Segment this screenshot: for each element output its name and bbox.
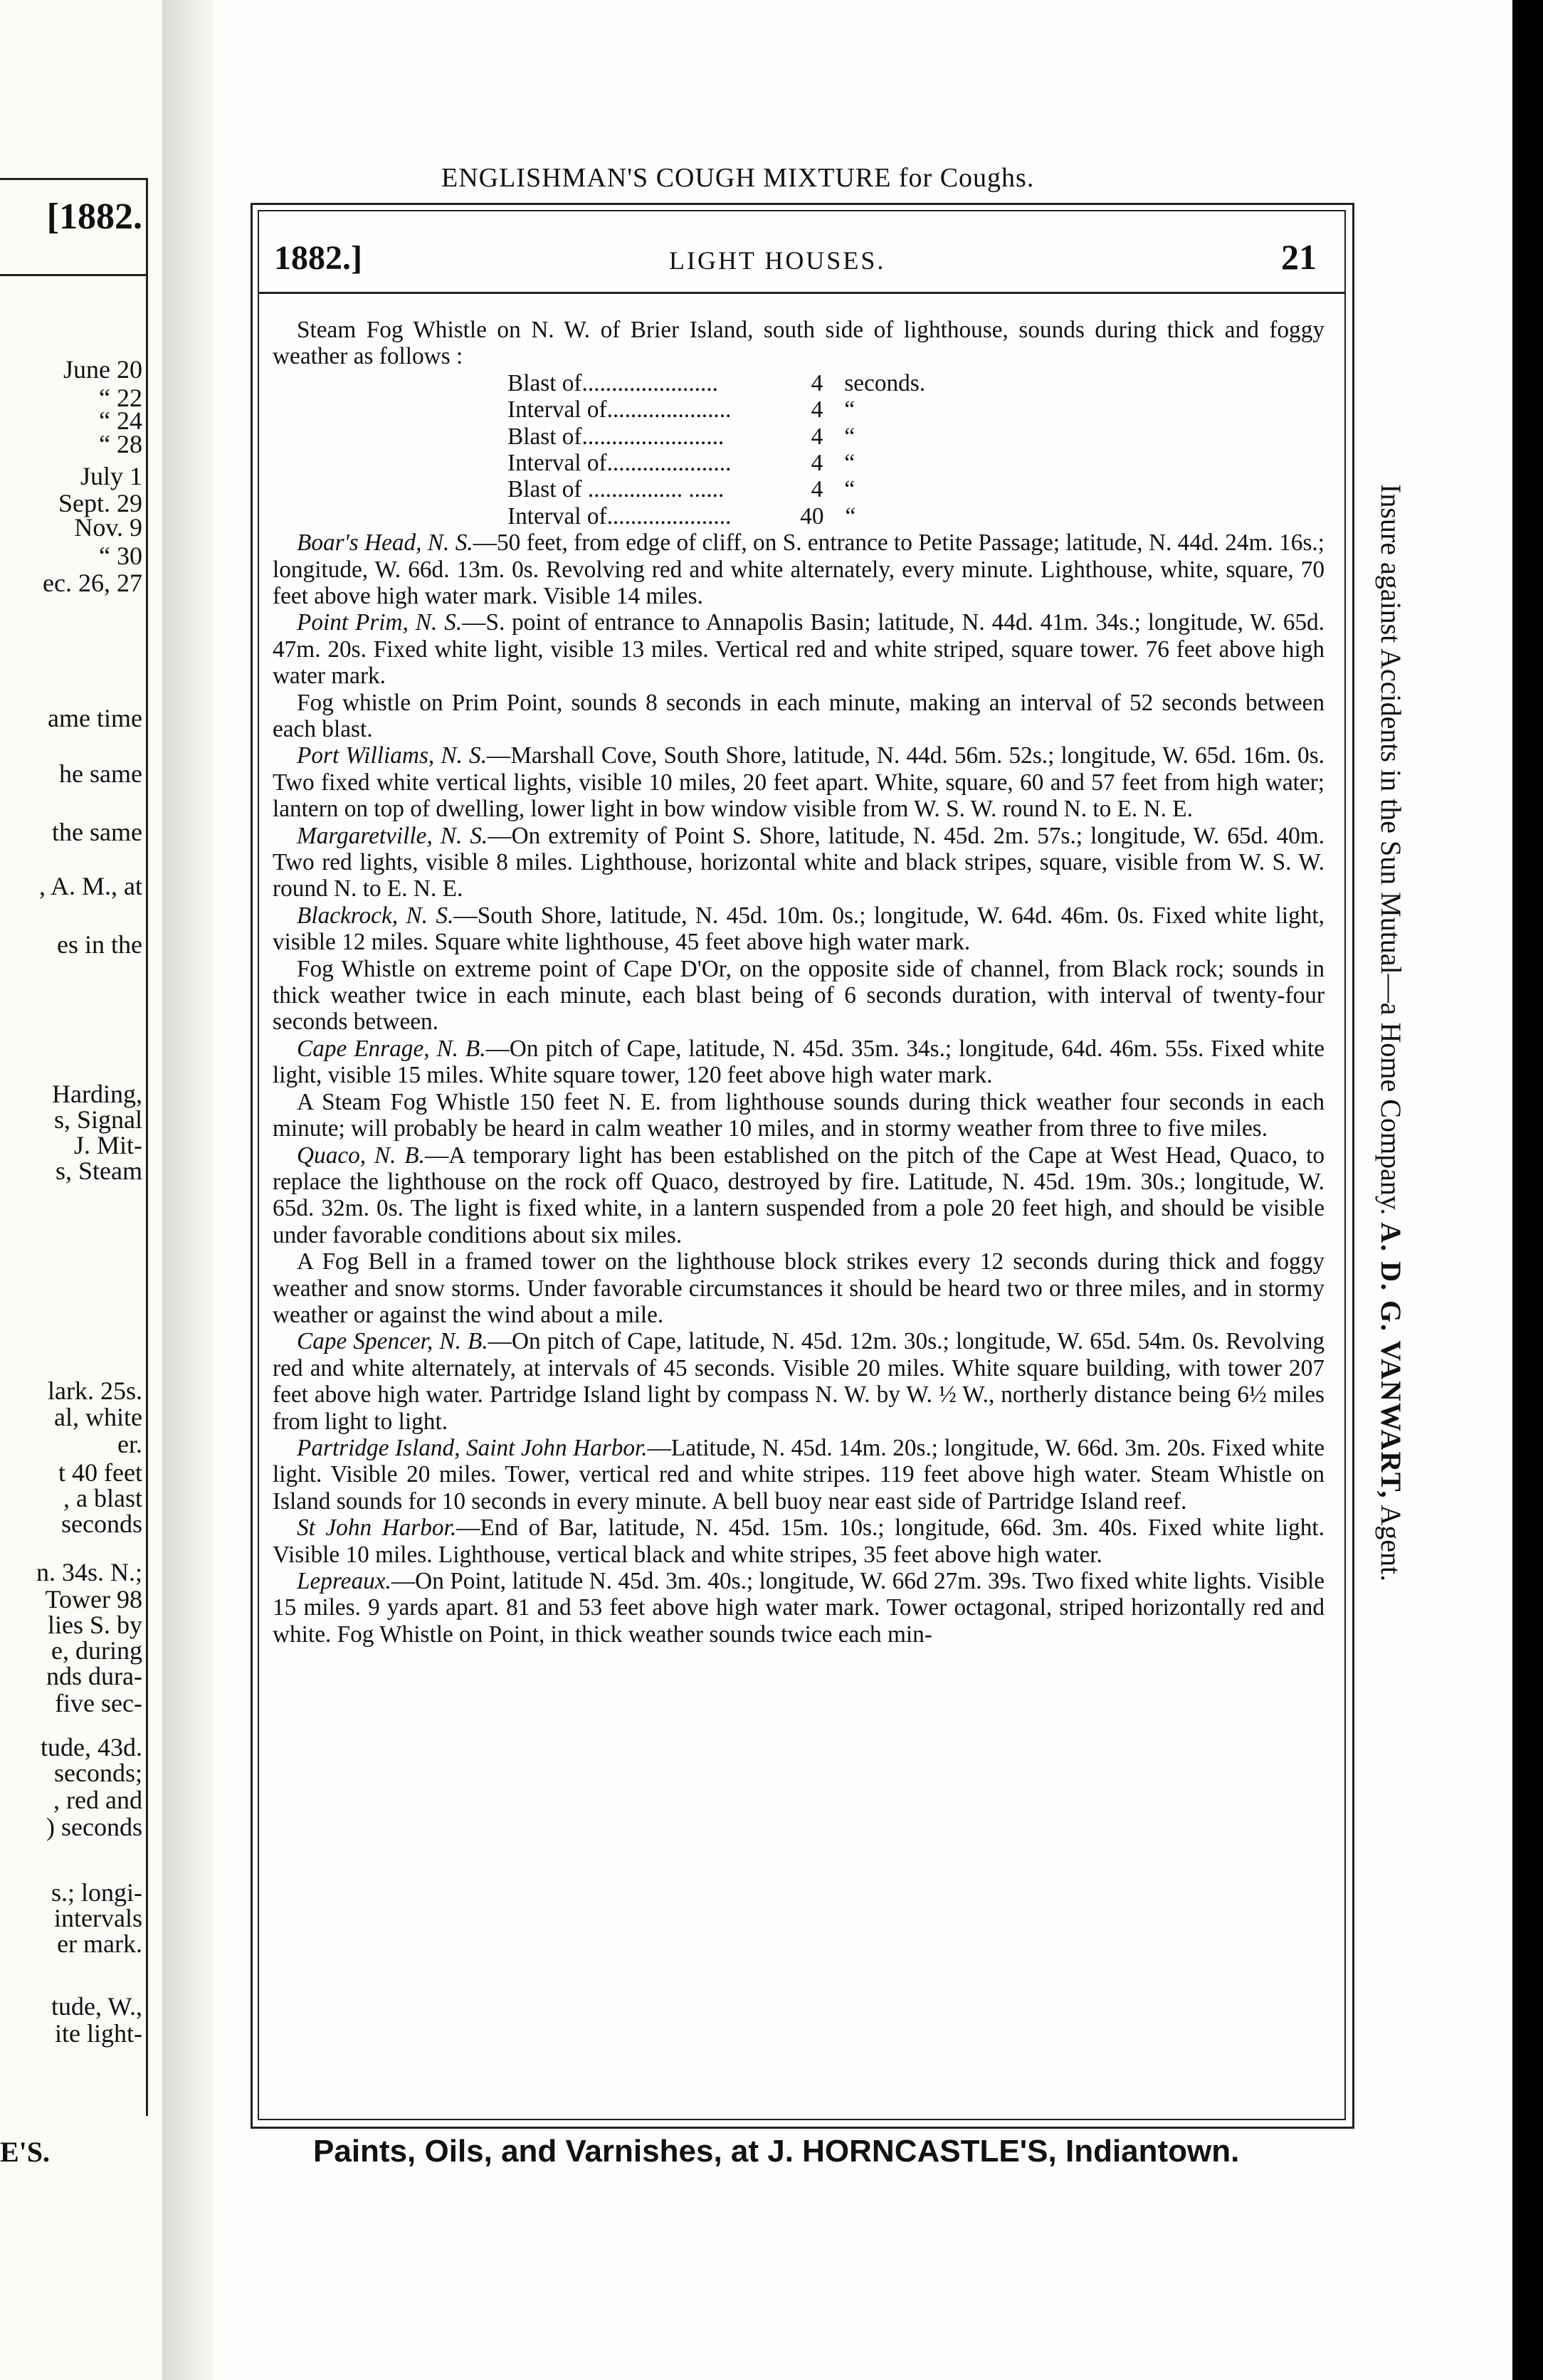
lighthouse-entry	[273, 1328, 1325, 1435]
left-page-line: “ 24	[99, 406, 142, 435]
lighthouse-name: Partridge Island, Saint John Harbor.	[297, 1434, 648, 1461]
page-edge	[1512, 0, 1543, 2380]
lighthouse-entry	[273, 1089, 1325, 1142]
left-page-line: Nov. 9	[74, 513, 142, 542]
left-page-line: Sept. 29	[58, 489, 142, 517]
left-footer-fragment: E'S.	[0, 2136, 51, 2168]
lighthouse-entry	[273, 1515, 1325, 1568]
lighthouse-entry	[273, 956, 1325, 1036]
lighthouse-entry	[273, 609, 1325, 689]
fog-table-row	[507, 503, 934, 530]
lighthouse-description: —On Point, latitude N. 45d. 3m. 40s.; longitude, W. 66d 27m. 39s. Two fixed white lights. Visible 15 miles. 9 yards apart. 81 and 53 feet above high water mark. Tower octagonal, striped horizontally red and white. Fog Whistle on Point, in thick weather sounds twice each min-	[273, 1568, 1325, 1648]
page-number: 21	[1281, 237, 1317, 277]
left-page-line: al, white	[54, 1403, 142, 1431]
lighthouse-name: St John Harbor.	[297, 1515, 457, 1542]
left-page-line: seconds;	[54, 1759, 142, 1787]
side-advertisement	[1365, 484, 1415, 1850]
lighthouse-name: Lepreaux.	[297, 1568, 391, 1594]
fog-table-value: 4	[811, 369, 823, 396]
lighthouse-description: Fog Whistle on extreme point of Cape D'Or, on the opposite side of channel, from Black rock; sounds in thick weather twice in each minute, each blast being of 6 seconds duration, with interval of twenty-four seconds between.	[273, 955, 1325, 1036]
left-page-line: “ 30	[99, 542, 142, 570]
lighthouse-entry	[273, 1142, 1325, 1249]
header-advertisement: ENGLISHMAN'S COUGH MIXTURE for Coughs.	[441, 163, 1035, 193]
fog-table-row	[507, 450, 934, 476]
lighthouse-description: —S. point of entrance to Annapolis Basin; latitude, N. 44d. 41m. 34s.; longitude, W. 65d. 47m. 20s. Fixed white light, visible 13 miles. Vertical red and white striped, square tower. 76 feet above high water mark.	[273, 609, 1325, 690]
left-page-line: , a blast	[63, 1484, 142, 1512]
fog-table-label: Blast of........................	[507, 423, 725, 450]
left-page-line: intervals	[54, 1904, 142, 1932]
left-page-line: s.; longi-	[51, 1878, 142, 1907]
left-page-line: “ 22	[99, 384, 142, 412]
lighthouse-description: —South Shore, latitude, N. 45d. 10m. 0s.; longitude, W. 64d. 46m. 0s. Fixed white light, visible 12 miles. Square white lighthouse, 45 feet above high water mark.	[273, 902, 1325, 956]
lighthouse-name: Quaco, N. B.	[297, 1142, 425, 1169]
lighthouse-name: Point Prim, N. S.	[297, 609, 463, 636]
left-page-line: he same	[59, 759, 142, 788]
left-page-line: Tower 98	[45, 1585, 142, 1613]
left-page-fragment	[0, 0, 162, 2380]
lighthouse-entry	[273, 742, 1325, 822]
intro-paragraph: Steam Fog Whistle on N. W. of Brier Island, south side of lighthouse, sounds during thick and foggy weather as follows :	[273, 317, 1325, 370]
fog-table-value: 40	[800, 502, 824, 530]
lighthouse-description: —Marshall Cove, South Shore, latitude, N. 44d. 56m. 52s.; longitude, W. 65d. 16m. 0s. Two fixed white vertical lights, visible 10 miles, 20 feet apart. White, square, 60 and 57 feet from high water; lantern on top of dwelling, lower light in bow window visible from W. S. W. round N. to E. N. E.	[273, 742, 1325, 823]
lighthouse-entry	[273, 1435, 1325, 1515]
fog-table-label: Interval of.....................	[507, 396, 732, 423]
fog-table-unit: “	[844, 449, 855, 476]
running-head-title: LIGHT HOUSES.	[669, 246, 886, 275]
lighthouse-description: A Steam Fog Whistle 150 feet N. E. from lighthouse sounds during thick weather four seconds in each minute; will probably be heard in calm weather 10 miles, and in stormy weather from three to five miles.	[273, 1088, 1325, 1142]
lighthouse-name: Port Williams, N. S.	[297, 742, 488, 769]
fog-table-unit: seconds.	[844, 369, 926, 396]
lighthouse-description: —A temporary light has been established on the pitch of the Cape at West Head, Quaco, to replace the lighthouse on the rock off Quaco, destroyed by fire. Latitude, N. 45d. 19m. 30s.; longitude, W. 65d. 32m. 0s. The light is fixed white, in a lantern suspended from a pole 20 feet high, and should be visible under favorable conditions about six miles.	[273, 1142, 1325, 1248]
left-page-line: es in the	[57, 930, 142, 959]
left-page-line: J. Mit-	[73, 1131, 142, 1159]
left-page-line: er mark.	[57, 1929, 142, 1958]
left-page-line: e, during	[51, 1636, 142, 1665]
left-page-line: lies S. by	[47, 1611, 142, 1639]
left-page-line: t 40 feet	[58, 1458, 142, 1487]
fog-table-unit: “	[844, 423, 855, 450]
lighthouse-description: —On pitch of Cape, latitude, N. 45d. 12m. 30s.; longitude, W. 65d. 54m. 0s. Revolving red and white alternately, at intervals of 45 seconds. Visible 20 miles. White square building, with tower 207 feet above high water. Partridge Island light by compass N. W. by W. ½ W., northerly distance being 6½ miles from light to light.	[273, 1328, 1325, 1435]
fog-table-label: Interval of.....................	[507, 502, 732, 530]
fog-table-unit: “	[844, 476, 855, 503]
left-page-line: Harding,	[52, 1080, 142, 1108]
side-ad-agent-name: A. D. G. VANWART,	[1375, 1222, 1407, 1500]
fog-table-unit: “	[845, 502, 856, 530]
fog-table-row	[507, 370, 934, 396]
fog-table-unit: “	[844, 396, 855, 423]
lighthouse-name: Blackrock, N. S.	[297, 902, 454, 929]
left-page-line: five sec-	[55, 1689, 142, 1717]
lighthouse-description: Fog whistle on Prim Point, sounds 8 seconds in each minute, making an interval of 52 seconds between each blast.	[273, 689, 1325, 742]
fog-table-label: Blast of ................ ......	[507, 476, 725, 503]
fog-table-row	[507, 396, 934, 423]
fog-table-value: 4	[811, 396, 823, 423]
lighthouse-description: —On pitch of Cape, latitude, N. 45d. 35m. 34s.; longitude, 64d. 46m. 55s. Fixed white light, visible 15 miles. White square tower, 120 feet above high water mark.	[273, 1035, 1325, 1089]
left-page-line: ame time	[48, 704, 142, 732]
lighthouse-name: Margaretville, N. S.	[297, 822, 488, 849]
lighthouse-entry	[273, 690, 1325, 743]
lighthouse-entry	[273, 1248, 1325, 1328]
left-page-line: July 1	[80, 462, 142, 490]
running-head-year: 1882.]	[274, 239, 362, 277]
left-page-line: ) seconds	[46, 1813, 142, 1841]
fog-signal-table	[507, 370, 934, 530]
left-page-line: , A. M., at	[38, 872, 142, 900]
running-head-rule	[258, 292, 1344, 294]
lighthouse-entry	[273, 823, 1325, 902]
left-page-line: n. 34s. N.;	[36, 1558, 142, 1586]
lighthouse-entry	[273, 530, 1325, 609]
left-page-line: s, Steam	[56, 1157, 142, 1185]
lighthouse-description: A Fog Bell in a framed tower on the lighthouse block strikes every 12 seconds during thick and foggy weather and snow storms. Under favorable circumstances it should be heard two or three miles, and in stormy weather or against the wind about a mile.	[273, 1248, 1325, 1328]
side-ad-text: Insure against Accidents in the Sun Mutual—a Home Company.	[1375, 484, 1407, 1216]
footer-advertisement: Paints, Oils, and Varnishes, at J. HORNCASTLE'S, Indiantown.	[313, 2134, 1240, 2169]
left-page-line: tude, 43d.	[41, 1733, 142, 1762]
lighthouse-entry	[273, 902, 1325, 956]
left-page-line: the same	[52, 818, 142, 846]
left-page-line: ec. 26, 27	[43, 569, 142, 597]
lighthouse-name: Cape Enrage, N. B.	[297, 1035, 486, 1062]
left-header-rule	[0, 274, 146, 276]
left-page-line: nds dura-	[46, 1662, 142, 1690]
left-page-line: ite light-	[55, 2019, 142, 2048]
left-page-line: “ 28	[99, 430, 142, 458]
fog-table-value: 4	[811, 476, 823, 503]
fog-table-row	[507, 476, 934, 502]
fog-table-label: Blast of.......................	[507, 369, 718, 396]
lighthouse-description: —End of Bar, latitude, N. 45d. 15m. 10s.; longitude, 66d. 3m. 40s. Fixed white light. Visible 10 miles. Lighthouse, vertical black and white stripes, 35 feet above high water.	[273, 1515, 1325, 1568]
lighthouse-entry	[273, 1568, 1325, 1648]
left-page-line: , red and	[53, 1786, 142, 1814]
left-page-year: [1882.	[46, 196, 142, 237]
left-page-line: er.	[117, 1430, 142, 1458]
lighthouse-entry	[273, 1036, 1325, 1089]
lighthouse-entries	[273, 530, 1325, 1648]
side-ad-agent-title: Agent.	[1375, 1505, 1407, 1582]
fog-table-value: 4	[811, 449, 823, 476]
left-page-line: seconds	[61, 1510, 142, 1538]
lighthouse-description: —Latitude, N. 45d. 14m. 20s.; longitude, W. 66d. 3m. 20s. Fixed white light. Visible 20 miles. Tower, vertical red and white stripes. 119 feet above high water. Steam Whistle on Island sounds for 10 seconds in every minute. A bell buoy near east side of Partridge Island reef.	[273, 1434, 1325, 1515]
fog-table-row	[507, 423, 934, 450]
fog-table-value: 4	[811, 423, 823, 450]
fog-table-label: Interval of.....................	[507, 449, 732, 476]
left-page-line: lark. 25s.	[48, 1376, 142, 1405]
left-page-line: s, Signal	[53, 1105, 142, 1134]
lighthouse-description: —50 feet, from edge of cliff, on S. entrance to Petite Passage; latitude, N. 44d. 24m. 16s.; longitude, W. 66d. 13m. 0s. Revolving red and white alternately, every minute. Lighthouse, white, square, 70 feet above high water mark. Visible 14 miles.	[273, 530, 1325, 609]
left-page-line: tude, W.,	[51, 1992, 142, 2021]
lighthouse-description: —On extremity of Point S. Shore, latitude, N. 45d. 2m. 57s.; longitude, W. 65d. 40m. Two red lights, visible 8 miles. Lighthouse, horizontal white and black stripes, square, visible from W. S. W. round N. to E. N. E.	[273, 822, 1325, 902]
lighthouse-name: Cape Spencer, N. B.	[297, 1328, 488, 1355]
body-text	[273, 317, 1325, 1648]
left-page-line: June 20	[63, 355, 142, 384]
lighthouse-name: Boar's Head, N. S.	[297, 530, 473, 557]
